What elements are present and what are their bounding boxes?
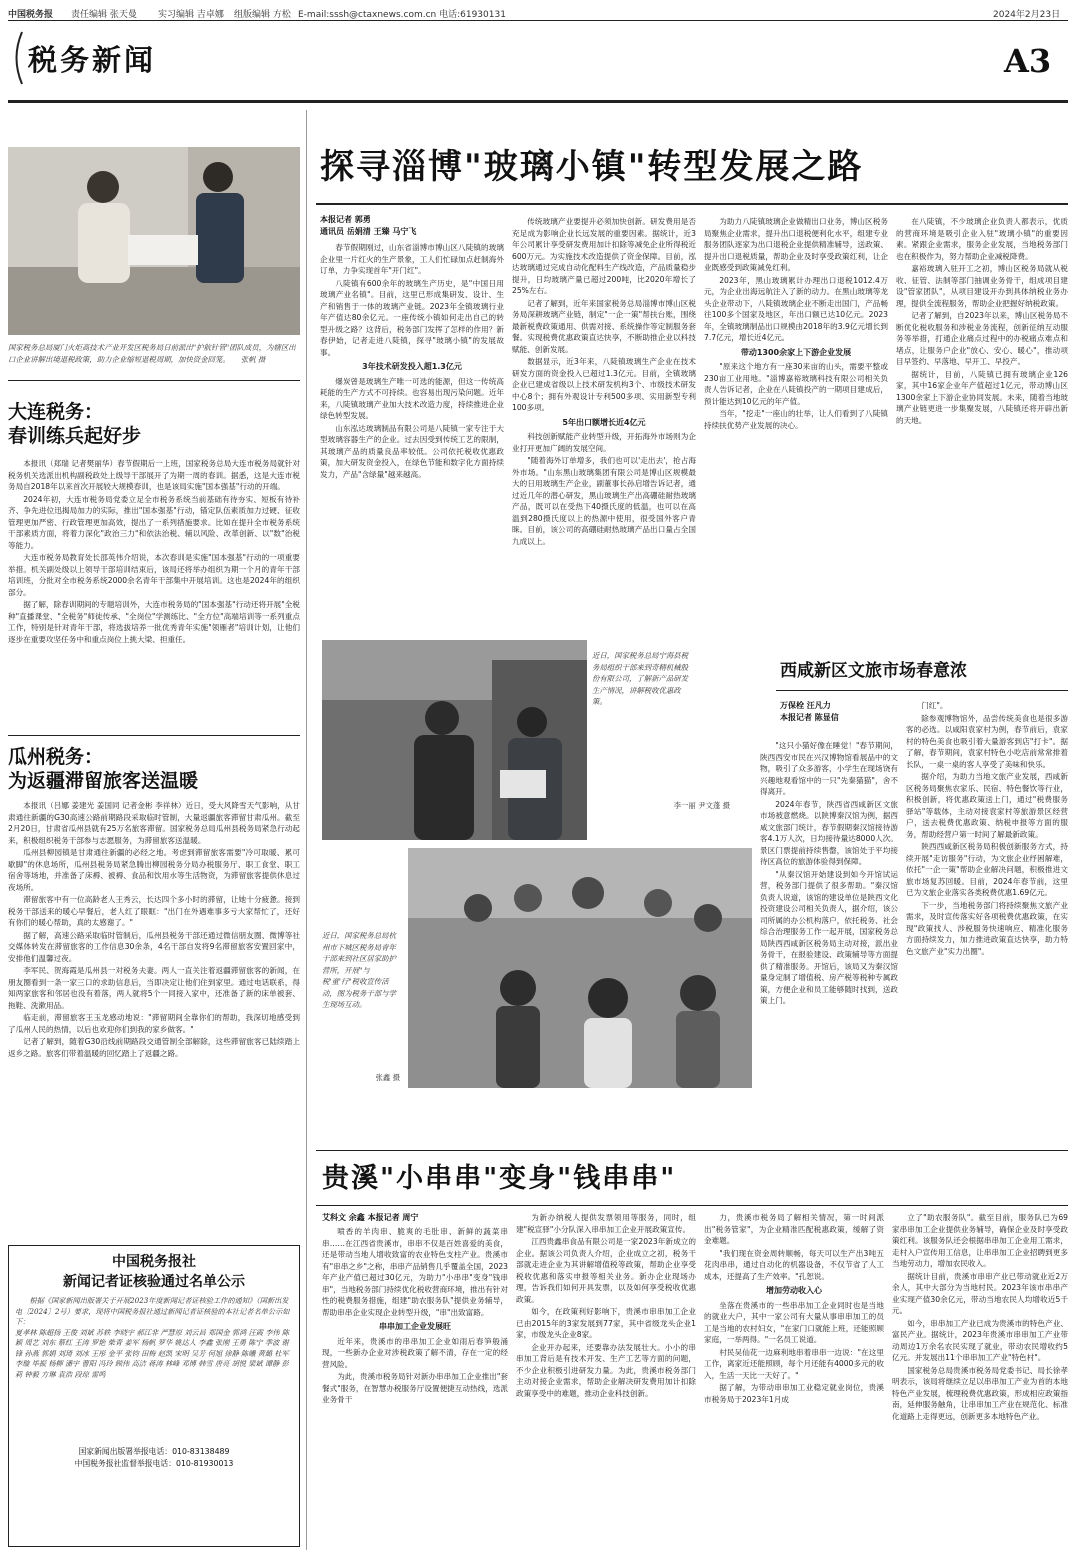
guixi-subhead-2: 增加劳动收入心 [766,1286,822,1295]
guixi-para: "我们现在资金周转顺畅，每天可以生产出3吨五花肉串串，通过自动化的机器设备，不仅节省了人工成本，还提高了生产效率。"孔恕说。 [704,1248,884,1281]
left-divider-1 [8,380,300,381]
glass-para: 嘉裕玻璃入驻开工之初，博山区税务局就从税收、征管、法制等部门抽调业务骨干，组成项目建设"管家团队"，从项目建设开办到具体纳税业务办理，提供全流程服务，帮助企业把握好纳税政策。 [896,264,1068,308]
section-title: 税务新闻 [28,43,157,77]
guixi-para: 力，贵溪市税务局了解相关情况，第一时间派出"税务管家"，为企业精准匹配税惠政策，缓解了资金难题。 [704,1213,884,1245]
guazhou-para: 记者了解到，随着G30沿线前期路段交通管制全部解除，这些滞留旅客已陆续踏上返乡之路。旅客们带着温暖的回忆踏上了返疆之路。 [8,1037,300,1058]
glass-para: 爆炭曾是玻璃生产唯一可选的能源，但这一传统高耗能的生产方式不可持续。也容易出现污染问题。近年来，八陡镇玻璃产业加大技术改造力度，持续推进企业绿色转型发展。 [320,376,504,420]
guixi-para: 为此，贵溪市税务局针对新办串串加工企业推出"套餐式"服务，在智慧办税服务厅设置便捷互动热线，选派业务骨干 [322,1372,508,1404]
glass-para: 2023年，黑山玻璃累计办理出口退税1012.4万元，为企业出海远航注入了新的动力。在黑山玻璃等龙头企业带动下，八陡镇玻璃企业不断走出国门，产品畅往100多个国家及地区，年出口额已达10亿元。2023年，全镇玻璃制品出口规模由2018年的3.9亿元增长到7.7亿元，增长近4亿元。 [704,275,888,342]
guixi-byline: 艾科文 余鑫 本报记者 周宁 [322,1213,419,1222]
section-rule [8,100,1068,103]
masthead-rule [8,20,1068,21]
glass-byline-1: 本报记者 郭勇 [320,215,371,224]
glass-para: 为助力八陡镇玻璃企业做精出口业务，博山区税务局聚焦企业需求，提升出口退税便利化水平，组建专业服务团队逐家为出口退税企业提供精准辅导，送政策、提升出口退税质量，帮助企业及时享受政策红利，让企业既感受到政策减免红利。 [704,217,888,272]
glass-para: 据统计，目前，八陡镇已拥有玻璃企业126家，其中16家企业年产值超过1亿元，带动博山区1300余家上下游企业协同发展。未来，随着当地玻璃产业链更进一步集聚发展，八陡镇还将开辟出新的天地。 [896,369,1068,425]
section-header [8,28,208,88]
guixi-para: 喷香的羊肉串、脆爽的毛肚串、新鲜的蔬菜串串……在江西省贵溪市，串串不仅是百姓喜爱的美食，还是带动当地人增收致富的农业特色支柱产业。贵溪市有"串串之乡"之称，串串产品销售几乎覆盖全国，2023年产业产值已超过30亿元，为助力"小串串"变身"钱串串"，当地税务部门持续优化税收营商环境，推出有针对性的税费服务措施，组建"助农服务队"提供业务辅导，帮助串串企业实现企业转型升级，"串"出致富路。 [322,1227,508,1317]
glass-headline-rule [316,203,1068,205]
column-rule [306,110,307,1550]
xixian-col-2 [906,700,1068,1140]
notice-title-2: 新闻记者证核验通过名单公示 [63,1274,245,1290]
page-number: A3 [1004,42,1052,80]
notice-body: 根据《国家新闻出版署关于开展2023年度新闻记者证核验工作的通知》（国新出发电〔2024〕2号）要求，现将中国税务报社通过新闻记者证核验的本社记者名单公示如下： [15,1296,290,1326]
guixi-col-1 [322,1226,508,1546]
glass-para: 山东泓达玻璃制品有限公司是八陡镇一家专注于大型玻璃容器生产的企业。过去因受到传统工艺的限制，其玻璃产品的质量良品率较低。公司依托税收优惠政策，加大研发资金投入，在绿色节能和数字化方面持续发力，产品"含绿量"越来越高。 [320,423,504,479]
glass-para: 当年，"挖走"一座山的壮举，让人们看到了八陡镇持续扶优势产业发展的决心。 [704,409,888,430]
guixi-top-rule [316,1150,1068,1151]
masthead [8,5,1068,21]
guazhou-para: 临走前，滞留旅客王玉龙感动地说："滞留期间全靠你们的帮助，我深切地感受到了瓜州人民的热情，以后也欢迎你们到我的家乡做客。" [8,1013,300,1034]
left-divider-2 [8,735,300,736]
xixian-byline-2: 本报记者 陈显信 [780,713,839,722]
xixian-para: 据介绍，为助力当地文旅产业发展，西咸新区税务局聚焦农家乐、民宿、特色餐饮等行业，积极创新，将优惠政策送上门，通过"税费服务驿站"等载体，主动对接袁家村等旅游景区经营户，送去税费优惠政策、纳税申报等方面的服务，帮助经营户第一时间了解最新政策。 [906,772,1068,839]
left-photo-image [8,147,300,335]
dalian-para: 据了解，除春训期间的专题培训外，大连市税务局的"国本强基"行动还将开展"全税种"直播课堂、"全税务"师徒传承、"全岗位"学测练比、"全方位"高端培训等一系列重点工作，特别是针对青年干部，将选拔培养一批优秀青年实施"领雁者"培训计划，让他们逐步在重要攻坚任务中和重点岗位上挑大梁、担重任。 [8,600,300,644]
glass-para: 在八陡镇，不少玻璃企业负责人都表示，优质的营商环境是吸引企业入驻"玻璃小镇"的重要因素。紧跟企业需求，服务企业发展，当地税务部门也在积极作为，努力帮助企业减税降费。 [896,217,1068,261]
xixian-para: 陕西西咸新区税务局积极创新服务方式，持续开展"走访服务"行动，为文旅企业纾困解难，依托"一企一策"帮助企业解决问题，积极推进文旅市场复苏回暖。目前，2024年春节前，这里已为文旅企业落实各类税费优惠1.69亿元。 [906,842,1068,897]
dalian-headline [8,400,300,448]
guazhou-para: 据了解，高速公路采取临时管制后，瓜州县税务干部还通过微信朋友圈、微博等社交媒体转发在滞留旅客的工作信息30余条，4名干部自发将9名滞留旅客安置回家中，安排他们温馨过夜。 [8,930,300,963]
guazhou-para: 滞留旅客中有一位高龄老人王秀云，长达四个多小时的滞留，让她十分疲惫。接到税务干部送来的暖心早餐后，老人红了眼眶："出门在外遇难事多亏大家帮忙了，还好有你们的暖心帮助，真的太感谢了。" [8,895,300,927]
glass-photo [322,640,587,840]
xixian-para: 门红"。 [921,701,948,710]
glass-para: 传统玻璃产业要提升必须加快创新。研发费用是否充足成为影响企业长远发展的重要因素。据统计，近3年公司累计享受研发费用加计扣除等减免企业所得税近600万元。为实施技术改造提供了资金保障。目前，泓达玻璃通过完成自动化配料生产线改造，产品质量稳步提升，日均玻璃产量已超过200吨，比2020年增长了25%左右。 [512,217,696,295]
xixian-headline: 西咸新区文旅市场春意浓 [780,661,967,681]
guixi-para: 据了解，为带动串串加工业稳定就业岗位，贵溪市税务局于2023年1月成 [704,1383,884,1404]
guazhou-para: 本报讯（吕娜 姜建光 姜国同 记者金彬 李祥林）近日，受大风降雪天气影响，从甘肃通往新疆的G30高速公路前期路段采取临时管制，大量返疆旅客滞留甘肃瓜州。截至2月20日，甘肃省瓜州县就有25万名旅客滞留。国家税务总局瓜州县税务局紧急行动起来，积极组织税务干部参与志愿服务，为滞留旅客送温暖。 [8,801,300,845]
editor: 责任编辑 张天曼 [71,10,137,20]
guixi-para: 国家税务总局贵溪市税务局党委书记、局长徐孝明表示，该局将继续立足以串串加工产业为首的本地特色产业发展，梳理税费优惠政策，形成相应政策指南，延伸服务触角，让串串加工产业在规范化、标准化道路上走得更远，创新更多本地特色产业。 [892,1365,1068,1421]
notice-names: 夏孝林 陈超扬 王俊 刘斌 苏轶 李晓宇 郝江非 严慧原 刘云昌 郑国金 郭鸿 汪霞 李伟 陈颖 周艺 刘东 蔡红 王涛 罗艳 柴青 姜军 杨帆 罗华 姚达人 李鑫 张刚 王勇 陈宁 季波 谢锋 孙燕 郭娟 刘琦 刘冰 王彤 金平 张钧 田梅 赵凯 宋明 吴芳 何旭 徐静 陈曦 黄璐 杜军 李璇 毕振 杨柳 潘宇 曹阳 冯玲 顾伟 高洁 蒋涛 林峰 邓博 韩雪 唐亮 胡悦 梁斌 谭静 彭莉 钟毅 方琳 袁浩 段琼 雷鸣 [15,1327,290,1379]
xixian-para: 2024年春节，陕西省西咸新区文旅市场被意燃烧。以陕博秦汉馆为例，据西咸文旅部门统计，春节假期秦汉馆接待游客4.1万人次，日均接待量达8000人次。景区门票提前持续售罄，该馆处于平均接待区高位的旅游体验得到保障。 [760,799,898,866]
glass-para: "随着海外订单增多，我们也可以'走出去'，抢占海外市场。"山东黑山玻璃集团有限公司是博山区规模最大的日用玻璃生产企业，副董事长孙启增告诉记者，通过近几年的潜心研发，黑山玻璃生产出高硼硅耐热玻璃产品，既可以在受热下40摄氏度的低温，也可以在高温到280摄氏度以上的热源中使用，很受国外客户青睐。目前，该公司的高硼硅耐热玻璃产品出口量占全国九成以上。 [512,456,696,546]
guixi-para: 江西贵鑫串食品有限公司是一家2023年新成立的企业。据该公司负责人介绍，企业成立之初，税务干部就走进企业为其讲解增值税等政策，帮助企业享受税收优惠和落实申报等相关业务。新办企业现场办理，告诉我们如何开具发票，以及如何享受税收优惠政策。 [516,1237,696,1304]
guazhou-para: 瓜州县柳园镇是甘肃通往新疆的必经之地。考虑到滞留旅客需要"冷可取暖、累可歇脚"的休息场所，瓜州县税务局紧急腾出柳园税务分局办税服务厅、职工食堂、职工宿舍等场地，并准备了床褥、被褥、食品和饮用水等生活物资，为滞留旅客提供休息过夜场所。 [8,848,300,892]
glass-byline [320,214,500,238]
lantern-photo-image [408,848,752,1088]
xixian-para: "这只小猫好像在睡觉！"春节期间，陕西西安市民在兴汉博物馆看展品中的文物，吸引了众多游客，小学生在现场饶有兴趣地观看馆中的一只"先秦猫猫"，舍不得离开。 [760,741,898,796]
notice-report-2: 中国税务报社监督举报电话：010-81930013 [74,1458,234,1468]
xixian-rule [776,690,1068,691]
dalian-body [8,458,300,723]
xixian-para: 下一步，当地税务部门将持续聚焦文旅产业需求，及时宣传落实好各项税费优惠政策，在实现"政策找人、涉税服务快速响应、精准化服务方面持续发力，加力推进政策直达快享，助力特色文旅产业"实力出圈"。 [906,900,1068,956]
glass-subhead-1: 3年技术研发投入超1.3亿元 [362,362,462,371]
guixi-para: 近年来，贵溪市的串串加工企业如雨后春笋般涌现，一些新办企业对涉税政策了解不清，存在一定的经营风险。 [322,1336,508,1369]
guazhou-para: 李军民、贺海霞是瓜州县一对税务夫妻。两人一直关注着返疆滞留旅客的新闻，在朋友圈看到一条一家三口的求助信息后，当即决定让他们住到家里。通过电话联系，得知两家旅客和邻居也没有着落，两人就将5个一同接入家中，还准备了新的床单被套、拖鞋、洗漱用品。 [8,966,300,1010]
notice-title-1: 中国税务报社 [112,1254,196,1270]
guazhou-headline [8,745,300,793]
dalian-headline-line2: 春训练兵起好步 [8,425,142,447]
guixi-para: 为新办纳税人提供发票领用等服务，同时，组建"税宣驿"小分队深入串串加工企业开展政策宣传。 [516,1213,696,1234]
dalian-headline-line1: 大连税务： [8,401,104,423]
glass-col-4 [896,216,1068,624]
glass-subhead-2: 5年出口额增长近4亿元 [562,417,646,427]
xixian-para: "从秦汉馆开始建设到如今开馆试运营，税务部门提供了很多帮助。"秦汉馆负责人说道，该馆的建设单位是陕西文化投资建设公司相关负责人，据介绍，该公司所属的办公机构落户，依托税务、社会综合治理服务工作一起开展，国家税务总局陕西西咸新区税务局主动对接，派出业务骨干，在报验建设、政策辅导等方面提供了精准服务。开馆后，该局又为秦汉馆量身定制了增值税、房产税等税种专属政策，方便企业和员工能够随时找到，送政策上门。 [760,869,898,1005]
issue-date: 2024年2月23日 [993,10,1061,20]
dalian-para: 本报讯（郑瑞 记者樊丽华）春节假期后一上班，国家税务总局大连市税务局就针对税务机关选派出机构副税政处上级导干部展开了为期一周的春训。据悉，这是大连市税务局自2018年以来首次开展较大规模春训，也是该局实施"国本强基"行动的开端。 [8,459,300,491]
paper-name: 中国税务报 [8,10,54,20]
layout-editor: 组版编辑 方松 [234,10,291,20]
lantern-photo-caption: 近日，国家税务总局杭州市下城区税务局青年干部来到社区居家助护营所，开展"与税'童'行"税收宣传活动，图为税务干部与学生现场互动。 [322,931,396,1009]
guixi-para: 坐落在贵溪市的一些串串加工企业同时也是当地的就业大户，其中一家公司有大量从事串串加工的员工是当地的农村妇女，"在家门口就能上班，还能照顾家庭，一举两得。"一名员工说道。 [704,1300,884,1344]
glass-para: 科技创新赋能产业转型升级，开拓海外市场则为企业打开更加广阔的发展空间。 [512,432,696,453]
contact-info: E-mail:sssh@ctaxnews.com.cn 电话:61930131 [298,10,506,20]
glass-para: 春节假期刚过，山东省淄博市博山区八陡镇的玻璃企业里一片红火的生产景象，工人们忙碌加点赶制海外订单，力争实现首年"开门红"。 [320,243,504,275]
glass-headline: 探寻淄博"玻璃小镇"转型发展之路 [320,147,864,187]
glass-col-3 [704,216,888,624]
intern-editor: 实习编辑 吉卓娜 [158,10,224,20]
glass-col-1 [320,242,504,624]
glass-para: 记者了解到，近年来国家税务总局淄博市博山区税务局深耕玻璃产业链，制定"一企一策"帮扶台账，围绕最新税费政策通用、供需对接、系统操作等定制服务套餐。实现税费优惠政策直达快享，不断助推企业以科技赋能、创新发展。 [512,298,696,354]
guazhou-headline-line2: 为返疆滞留旅客送温暖 [8,770,199,792]
guixi-para: 企业开办起来，还要靠办法发展壮大。小小的串串加工背后是有技术开发、生产工艺等方面的问题，不少企业积极引进研发力量。为此，贵溪市税务部门主动对接企业需求，帮助企业解决研发费用加计扣除政策享受中的难题，推动企业科技创新。 [516,1342,696,1398]
dalian-para: 大连市税务局教育处长邵英伟介绍说，本次春训是实施"国本强基"行动的一项重要举措。机关副处级以上领导干部培训结束后，该局还将举办组织为期一个月的青年干部培训班，分批对全市税务系统2000余名青年干部集中开展培训。这也是2024年的组织部分。 [8,553,300,597]
glass-photo-credit: 李一丽 尹文蓬 摄 [673,801,730,810]
dalian-para: 2024年初，大连市税务局党委立足全市税务系统当前基础有待夯实、短板有待补齐、争先进位迅揭局加力的实际，推出"国本强基"行动，锚定队伍素质加力过硬、征收管理更加严密、行政管理更加高效，提出了一系列措施要求。比如在提升全市税务系统干部素质方面，将着力深化"政治三力"和依法治税、辅以风险、改革创新、以"数"治税等能力。 [8,494,300,550]
glass-subhead-3: 带动1300余家上下游企业发展 [740,347,852,357]
guixi-para: 如今，在政策利好影响下，贵溪市串串加工企业已由2015年的3家发展到77家，其中省级龙头企业1家，市级龙头企业8家。 [516,1307,696,1339]
glass-byline-2: 通讯员 岳娟清 王臻 马宁飞 [320,227,417,236]
left-photo-caption: 国家税务总局厦门火炬高技术产业开发区税务局日前派出"护航针管"团队成员，为辖区出口企业讲解出境退税政策，助力企业缩短退税周期，加快资金回笼。 张帆 摄 [8,343,296,364]
guixi-headline-rule [316,1205,1068,1206]
xixian-byline [780,700,890,724]
notice-box [8,1245,300,1547]
guixi-para: 村民吴仙花一边麻利地串着串串一边说："在这里工作，离家近还能照顾，每个月还能有4000多元的收入，生活一天比一天好了。" [704,1347,884,1380]
xixian-col-1 [760,740,898,1140]
lantern-photo-credit: 张鑫 摄 [375,1073,400,1082]
left-photo [8,147,300,335]
notice-report-1: 国家新闻出版署举报电话：010-83138489 [78,1446,230,1456]
guixi-subhead-1: 串串加工企业发展旺 [379,1322,451,1331]
guixi-col-2 [516,1212,696,1546]
guixi-col-3 [704,1212,884,1546]
guixi-col-4 [892,1212,1068,1546]
glass-photo-caption: 近日，国家税务总局宁海县税务局组织干部来到奇精机械股份有限公司，了解新产品研发生产情况，讲解税收优惠政策。 [592,651,689,706]
guixi-para: 据统计目前，贵溪市串串产业已带动就业近2万余人，其中大部分为当地村民。2023年该市串串产业实现产值30余亿元，带动当地农民人均增收近5千元。 [892,1271,1068,1315]
glass-para: "原来这个地方有一座30来亩的山头，需要平整或230亩工业用地。"淄博嘉裕玻璃科技有限公司相关负责人告诉记者，企业在八陡镇投产的一期项目建成后，预计能达到10亿元的年产值。 [704,362,888,406]
guixi-para: 立了"助农服务队"。截至目前，服务队已为69家串串加工企业提供业务辅导，确保企业及时享受政策红利。该服务队还会根据串串加工企业用工需求，走村入户宣传用工信息，让串串加工企业招聘到更多当地劳动力，增加农民收入。 [892,1213,1068,1268]
guixi-headline: 贵溪"小串串"变身"钱串串" [322,1163,677,1194]
guixi-para: 如今，串串加工产业已成为贵溪市的特色产业、富民产业。据统计，2023年贵溪市串串加工产业带动周边1万余名农民实现了就业，带动农民增收约5亿元。并发展出11个串串加工产业"特色村"。 [892,1318,1068,1362]
glass-para: 记者了解到，自2023年以来，博山区税务局不断优化税收服务和涉税业务流程，创新征纳互动服务等举措，打通企业痛点过程中的办税痛点难点和堵点，让服务户企业"放心、安心、暖心"，推动项目早签约、早落地、早开工、早投产。 [896,311,1068,366]
guazhou-headline-line1: 瓜州税务： [8,746,104,768]
xixian-para: 除参观博物馆外，品尝传统美食也是很多游客的必选。以咸阳袁家村为例，春节前后，袁家村的特色美食也吸引着大量游客到店"打卡"。据了解，春节期间，袁家村特色小吃店前常常排着长队，一桌一桌的客人享受了美味和快乐。 [906,713,1068,769]
xixian-byline-1: 万保栓 汪凡力 [780,701,831,710]
lantern-photo [408,848,752,1088]
glass-photo-image [322,640,587,840]
guazhou-body [8,800,300,1230]
glass-para: 数据显示，近3年来，八陡镇玻璃生产企业在技术研发方面的资金投入已超过1.3亿元。目前，全镇玻璃企业已建成省级以上技术研发机构3个、市级技术研发中心8个；拥有外观设计专利500多项、实用新型专利100多项。 [512,357,696,412]
glass-col-2 [512,216,696,624]
glass-para: 八陡镇有600余年的玻璃生产历史，是"中国日用玻璃产业名镇"。目前，这里已形成集研发、设计、生产和销售于一体的玻璃产业链。2023年全镇玻璃行业年产值达80余亿元。一座传统小镇如何走出自己的转型升级之路？这背后，税务部门发挥了怎样的作用？新春伊始，记者走进八陡镇，探寻"玻璃小镇"的发展故事。 [320,278,504,357]
